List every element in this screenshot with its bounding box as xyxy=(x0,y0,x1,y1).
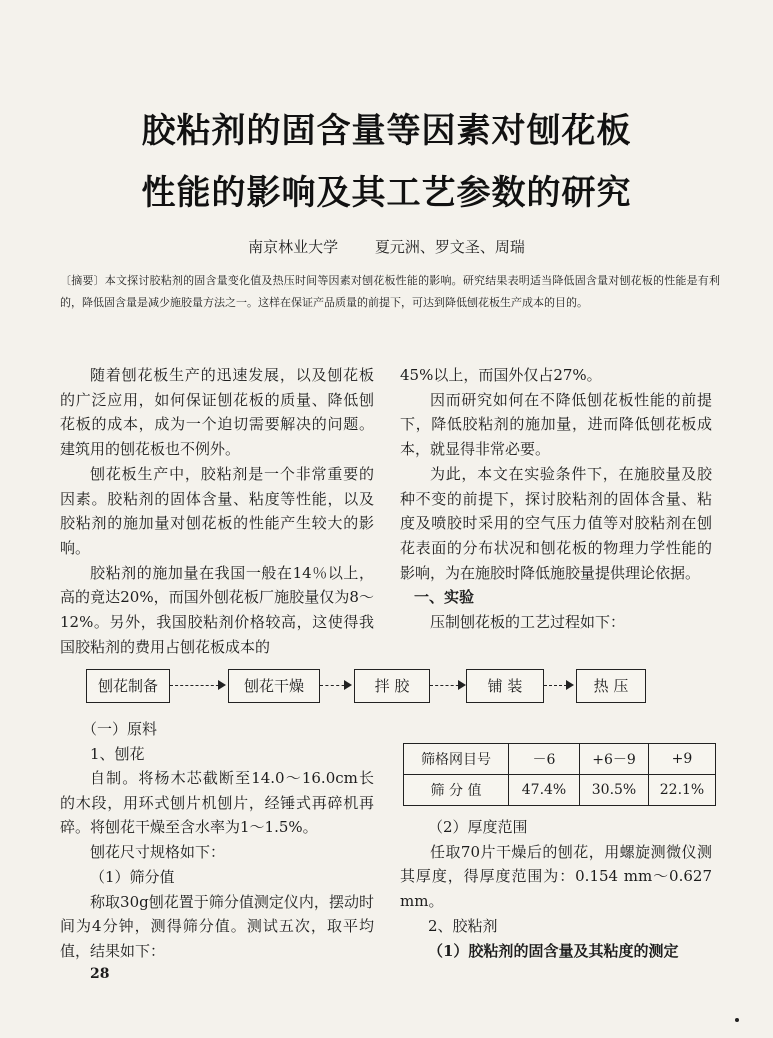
flow-step-shavings-prep: 刨花制备 xyxy=(86,669,170,703)
left-column xyxy=(60,363,374,659)
authors: 夏元洲、罗文圣、周瑞 xyxy=(374,238,525,256)
flow-step-blending: 拌 胶 xyxy=(354,669,430,703)
table-row: 筛格网目号 －6 +6－9 +9 xyxy=(404,744,716,775)
paragraph-shavings: 自制。将杨木芯截断至14.0～16.0cm长的木段，用环式刨片机刨片，经锤式再碎机再碎。将刨花干燥至含水率为1～1.5%。 刨花尺寸规格如下： （1）筛分值 称取30g刨花置于筛分值测定仪内，摆动时间为4分钟，测得筛分值。测试五次，取平均值，结果如下： xyxy=(60,769,374,960)
title-line-2: 性能的影响及其工艺参数的研究 xyxy=(141,173,632,213)
paragraph: 压制刨花板的工艺过程如下： xyxy=(430,613,626,632)
arrow-icon xyxy=(544,685,572,686)
sieve-value-table xyxy=(403,743,716,806)
heading-adhesive: 2、胶粘剂 xyxy=(428,916,498,935)
flow-step-forming: 铺 装 xyxy=(466,669,544,703)
paragraph: 刨花板生产中，胶粘剂是一个非常重要的因素。胶粘剂的固体含量、粘度等性能，以及胶粘剂的施加量对刨花板的性能产生较大的影响。 xyxy=(60,464,374,557)
paragraph-thickness: 任取70片干燥后的刨花，用螺旋测微仪测其厚度，得厚度范围为：0.154 mm～0.627 mm。 xyxy=(400,842,712,911)
page-number: 28 xyxy=(90,966,110,982)
arrow-icon xyxy=(320,685,350,686)
lower-right-column xyxy=(400,815,712,963)
paragraph: 胶粘剂的施加量在我国一般在14％以上，高的竟达20%，而国外刨花板厂施胶量仅为8～12%。另外，我国胶粘剂价格较高，这使得我国胶粘剂的费用占刨花板成本的 xyxy=(60,563,374,656)
process-flow-diagram xyxy=(86,669,646,703)
scan-speck xyxy=(735,1018,739,1022)
section-heading-experiment: 一、实验 xyxy=(414,588,475,607)
heading-adhesive-sub: （1）胶粘剂的固含量及其粘度的测定 xyxy=(428,941,679,960)
paragraph: 因而研究如何在不降低刨花板性能的前提下，降低胶粘剂的施加量，进而降低刨花板成本，就显得非常必要。 xyxy=(400,390,712,459)
heading-shavings: 1、刨花 xyxy=(90,745,145,763)
author-line xyxy=(0,236,773,257)
arrow-icon xyxy=(430,685,464,686)
abstract: 〔摘要〕本文探讨胶粘剂的固含量变化值及热压时间等因素对刨花板性能的影响。研究结果表明适当降低固含量对刨花板的性能是有利的，降低固含量是减少施胶量方法之一。这样在保证产品质量的前提下，可达到降低刨花板生产成本的目的。 xyxy=(60,274,720,309)
affiliation: 南京林业大学 xyxy=(248,238,339,256)
flow-step-drying: 刨花干燥 xyxy=(228,669,320,703)
heading-materials: （一）原料 xyxy=(82,720,158,738)
paragraph: 随着刨花板生产的迅速发展，以及刨花板的广泛应用，如何保证刨花板的质量、降低刨花板的成本，成为一个迫切需要解决的问题。建筑用的刨花板也不例外。 xyxy=(60,366,374,459)
paragraph: 为此，本文在实验条件下，在施胶量及胶种不变的前提下，探讨胶粘剂的固体含量、粘度及喷胶时采用的空气压力值等对胶粘剂在刨花表面的分布状况和刨花板的物理力学性能的影响，为在施胶时降低施胶量提供理论依据。 xyxy=(400,464,712,582)
arrow-icon xyxy=(170,685,224,686)
table-row: 筛 分 值 47.4% 30.5% 22.1% xyxy=(404,775,716,806)
right-column xyxy=(400,363,712,635)
flow-step-hot-pressing: 热 压 xyxy=(576,669,646,703)
heading-thickness: （2）厚度范围 xyxy=(428,818,528,836)
paragraph: 45%以上，而国外仅占27%。 xyxy=(400,366,602,384)
title-line-1: 胶粘剂的固含量等因素对刨花板 xyxy=(141,111,632,151)
